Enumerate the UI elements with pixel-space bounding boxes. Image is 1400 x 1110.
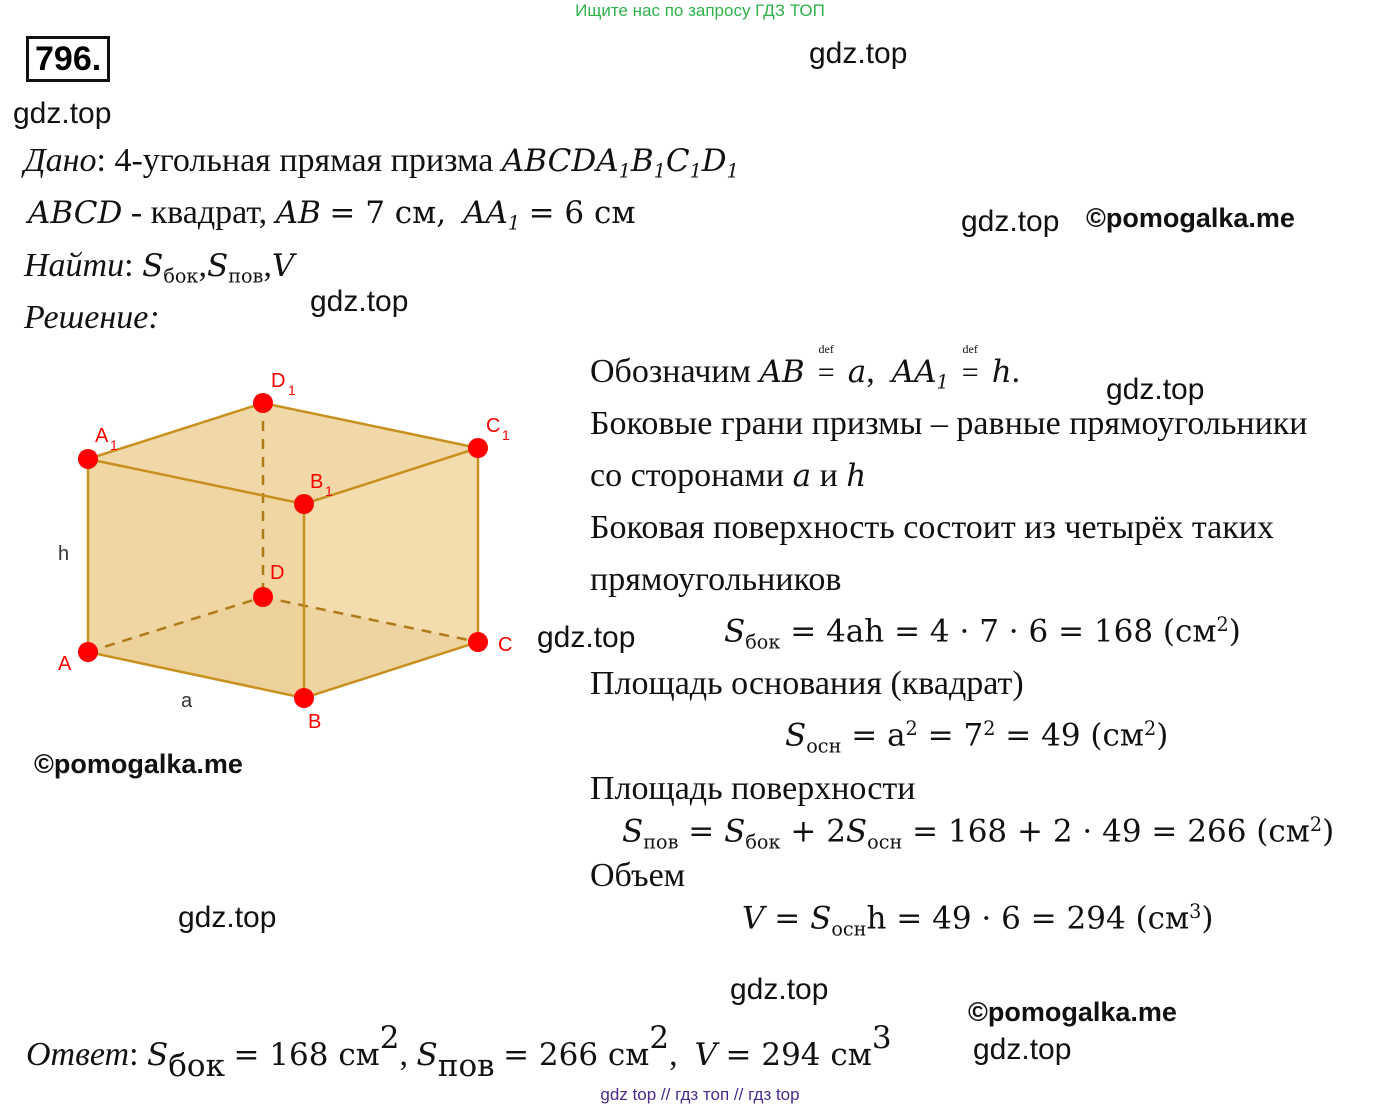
formula-s-osn: $S_{осн} = a^2 = 7^2 = 49$ $(см^2)$	[785, 717, 1169, 758]
label-c1-sub: 1	[502, 427, 510, 443]
prism-name: $ABCDA_1B_1C_1D_1$	[501, 143, 739, 183]
watermark-gdz: gdz.top	[1106, 373, 1205, 406]
problem-number: 796.	[26, 36, 110, 82]
solution-line-3: со сторонами a и h	[590, 457, 867, 494]
formula-v: $V = S_{осн}h = 49 \cdot 6 = 294$ $(см^3)$	[742, 900, 1214, 941]
watermark-gdz: gdz.top	[973, 1033, 1072, 1066]
label-a1: A	[95, 425, 109, 447]
label-side-h: h	[58, 543, 70, 565]
vertex-a1	[78, 449, 98, 469]
find-line: Найти: $S_{бок},S_{пов},V$	[24, 247, 295, 288]
watermark-gdz: gdz.top	[730, 973, 829, 1006]
label-d1: D	[271, 370, 286, 392]
vertex-a	[78, 642, 98, 662]
find-label: Найти	[24, 247, 125, 284]
footer-links[interactable]: gdz top // гдз топ // гдз top	[600, 1085, 800, 1104]
label-c: C	[498, 634, 513, 656]
vertex-d	[253, 587, 273, 607]
label-b1-sub: 1	[325, 483, 333, 499]
solution-line-2: Боковые грани призмы – равные прямоугольники	[590, 405, 1308, 442]
aa-label: $AA_1$	[463, 195, 521, 235]
ab-label: AB	[275, 195, 321, 231]
label-d1-sub: 1	[288, 382, 296, 398]
watermark-pomogalka: ©pomogalka.me	[968, 997, 1177, 1027]
given-text: 4-угольная прямая призма	[114, 142, 494, 179]
answer-line: Ответ: $S_{бок} = 168$ $см^2$, $S_{пов} = 266$ $см^2$, V = 294 $см^3$	[26, 1020, 892, 1084]
aa-value: = 6 см	[528, 195, 636, 231]
watermark-gdz: gdz.top	[537, 621, 636, 654]
label-b1: B	[310, 471, 324, 493]
def-equals: def =	[961, 342, 979, 389]
vertex-b	[294, 688, 314, 708]
top-banner[interactable]: Ищите нас по запросу ГДЗ ТОП	[575, 1, 825, 20]
watermark-pomogalka: ©pomogalka.me	[1086, 203, 1295, 233]
label-a: A	[58, 653, 72, 675]
solution-line-volume: Объем	[590, 857, 686, 894]
base-text: - квадрат,	[130, 194, 268, 231]
watermark-gdz: gdz.top	[13, 97, 112, 130]
vertex-c1	[468, 438, 488, 458]
watermark-gdz: gdz.top	[178, 901, 277, 934]
label-b: B	[308, 711, 322, 733]
vertex-b1	[294, 494, 314, 514]
vertex-d1	[253, 393, 273, 413]
vertex-c	[468, 632, 488, 652]
label-c1: C	[486, 415, 501, 437]
label-d: D	[270, 562, 285, 584]
solution-denote: Обозначим AB def = a, $AA_1$ def = h.	[590, 342, 1021, 394]
solution-label: Решение:	[24, 299, 160, 336]
label-a1-sub: 1	[110, 437, 118, 453]
find-s-bok: $S_{бок}$	[142, 248, 199, 288]
ab-value: = 7 см,	[329, 195, 447, 231]
find-s-pov: $S_{пов}$	[206, 248, 264, 288]
find-v: V	[271, 248, 295, 284]
def-equals: def =	[817, 342, 835, 389]
given-line-1: Дано: 4-угольная прямая призма $ABCDA_1B_1C_1D_1$	[24, 142, 739, 183]
given-label: Дано	[24, 142, 97, 179]
given-line-2	[28, 194, 635, 235]
watermark-gdz: gdz.top	[310, 285, 409, 318]
solution-line-4: Боковая поверхность состоит из четырёх таких	[590, 509, 1274, 546]
solution-line-base: Площадь основания (квадрат)	[590, 665, 1024, 702]
watermark-gdz: gdz.top	[961, 205, 1060, 238]
base-name: ABCD	[28, 195, 123, 231]
watermark-gdz: gdz.top	[809, 37, 908, 70]
prism-figure	[50, 360, 530, 740]
watermark-pomogalka: ©pomogalka.me	[34, 749, 243, 779]
formula-s-pov: $S_{пов} = S_{бок} + 2S_{осн} = 168 + 2 \cdot 49 = 266$ $(см^2)$	[622, 813, 1335, 854]
solution-line-surface: Площадь поверхности	[590, 770, 916, 807]
solution-line-5: прямоугольников	[590, 561, 842, 598]
formula-s-bok: $S_{бок} = 4ah = 4 \cdot 7 \cdot 6 = 168$ $(см^2)$	[724, 613, 1241, 654]
answer-label: Ответ	[26, 1036, 130, 1074]
label-side-a: a	[181, 690, 193, 712]
